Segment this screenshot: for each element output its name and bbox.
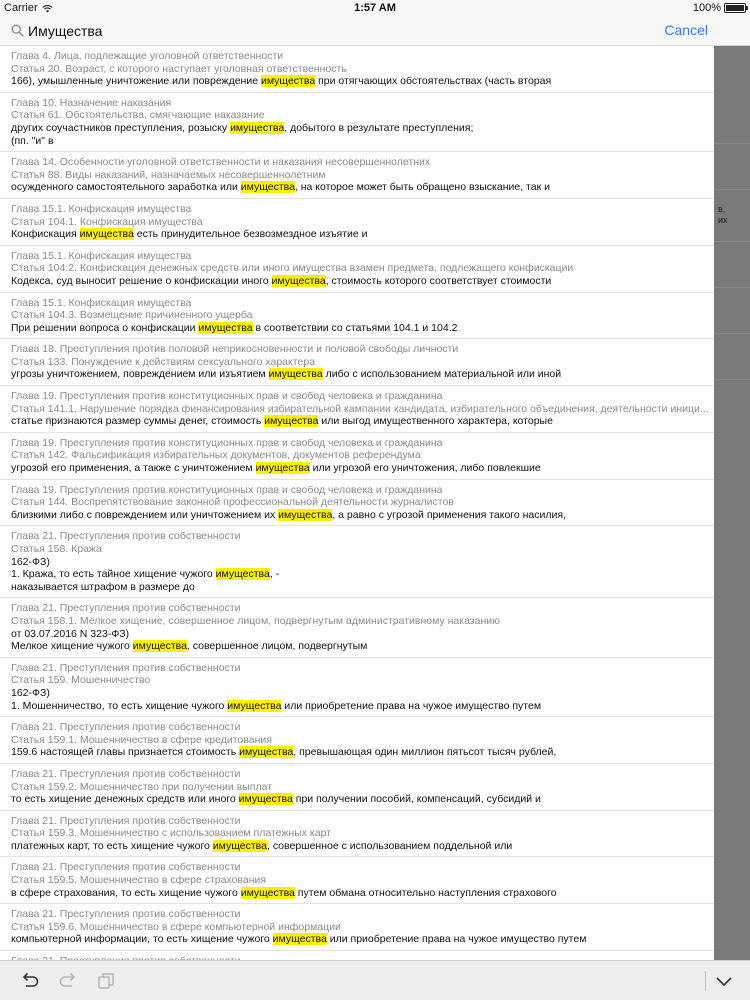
search-result-item[interactable] (0, 199, 714, 246)
snippet-text: , - (269, 568, 280, 581)
highlighted-match: имущества (240, 181, 295, 194)
snippet-text: от 03.07.2016 N 323-ФЗ) (11, 627, 130, 640)
result-snippet (11, 275, 714, 288)
bottom-toolbar (0, 960, 750, 1000)
snippet-text: 159.6 настоящей главы признается стоимость (11, 746, 240, 759)
result-snippet (11, 462, 714, 475)
highlighted-match: имущества (238, 793, 293, 806)
highlighted-match: имущества (79, 228, 134, 241)
result-snippet (11, 933, 714, 946)
status-bar (0, 0, 750, 16)
result-snippet (11, 840, 714, 853)
result-snippet (11, 556, 714, 569)
result-chapter: Глава 19. Преступления против конституционных прав и свобод человека и гражданина (11, 390, 443, 403)
result-chapter: Глава 10. Назначение наказания (11, 96, 172, 109)
snippet-text: , на которое может быть обращено взыскание, так и (294, 181, 550, 194)
search-result-item[interactable] (0, 339, 714, 386)
highlighted-match: имущества (278, 508, 333, 521)
snippet-text: Кодекса, суд выносит решение о конфискации иного (11, 274, 272, 287)
result-article: Статья 104.3. Возмещение причиненного ущерба (11, 309, 253, 322)
result-chapter: Глава 19. Преступления против конституционных прав и свобод человека и гражданина (11, 483, 443, 496)
cancel-button[interactable]: Cancel (664, 22, 708, 38)
result-chapter: Глава 21. Преступления против собственности (11, 861, 241, 874)
snippet-text: 1. Мошенничество, то есть хищение чужого (11, 699, 228, 712)
snippet-text: , совершенное с использованием поддельной или (266, 839, 513, 852)
result-snippet (11, 793, 714, 806)
snippet-text: 1. Кража, то есть тайное хищение чужого (11, 568, 216, 581)
search-result-item[interactable] (0, 904, 714, 951)
snippet-text: платежных карт, то есть хищение чужого (11, 839, 213, 852)
carrier-label: Carrier (4, 2, 38, 14)
snippet-text: (пп. "и" в (11, 134, 54, 147)
snippet-text: угрозой его применения, а также с уничтожением (11, 462, 256, 475)
snippet-text: 166), умышленные уничтожение или повреждение (11, 75, 261, 88)
search-result-item[interactable] (0, 764, 714, 811)
result-snippet (11, 322, 714, 335)
chevron-down-icon[interactable] (713, 971, 735, 991)
result-article: Статья 159.3. Мошенничество с использованием платежных карт (11, 827, 331, 840)
search-result-item[interactable] (0, 293, 714, 340)
snippet-text: 162-ФЗ) (11, 555, 50, 568)
snippet-text: , совершенное лицом, подвергнутым (186, 640, 368, 653)
result-chapter: Глава 4. Лица, подлежащие уголовной ответственности (11, 50, 284, 62)
search-result-item[interactable] (0, 811, 714, 858)
result-chapter: Глава 21. Преступления против собственности (11, 908, 241, 921)
search-result-item[interactable] (0, 526, 714, 598)
snippet-text: в сфере страхования, то есть хищение чужого (11, 886, 241, 899)
snippet-text: близкими либо с повреждением или уничтожением их (11, 508, 279, 521)
highlighted-match: имущества (215, 568, 270, 581)
result-article: Статья 141.1. Нарушение порядка финансирования избирательной кампании кандидата, избирательного объединения, деятельности иници... (11, 402, 709, 415)
result-snippet (11, 581, 714, 594)
dimmed-background (714, 46, 750, 960)
result-chapter: Глава 21. Преступления против собственности (11, 661, 241, 674)
snippet-text: путем обмана относительно наступления страхового (294, 886, 557, 899)
battery-info (693, 2, 746, 14)
dimmed-row (714, 242, 750, 288)
result-snippet (11, 746, 714, 759)
search-result-item[interactable] (0, 857, 714, 904)
snippet-text: то есть хищение денежных средств или иного (11, 793, 239, 806)
result-chapter: Глава 15.1. Конфискация имущества (11, 249, 192, 262)
highlighted-match: имущества (230, 121, 285, 134)
snippet-text: осужденного самостоятельного заработка или (11, 181, 241, 194)
dimmed-row (714, 144, 750, 190)
search-result-item[interactable] (0, 152, 714, 199)
result-snippet (11, 509, 714, 522)
result-snippet (11, 135, 714, 148)
snippet-text: Конфискация (11, 228, 80, 241)
snippet-text: в соответствии со статьями 104.1 и 104.2 (252, 321, 458, 334)
highlighted-match: имущества (260, 75, 316, 88)
highlighted-match: имущества (255, 462, 310, 475)
result-chapter: Глава 19. Преступления против конституционных прав и свобод человека и гражданина (11, 436, 443, 449)
result-snippet (11, 181, 714, 194)
snippet-text: есть принудительное безвозмездное изъятие и (133, 228, 368, 241)
result-chapter: Глава 15.1. Конфискация имущества (11, 202, 192, 215)
snippet-text: , а равно с угрозой применения такого насилия, (332, 508, 566, 521)
search-input[interactable] (28, 20, 648, 42)
snippet-text: статье признаются размер суммы денег, стоимость (11, 415, 265, 428)
highlighted-match: имущества (132, 640, 187, 653)
dimmed-fragment: в, (718, 204, 726, 214)
snippet-text: 162-ФЗ) (11, 686, 50, 699)
search-icon (11, 24, 24, 37)
search-result-item[interactable] (0, 46, 714, 93)
highlighted-match: имущества (227, 699, 282, 712)
result-article: Статья 159.6. Мошенничество в сфере компьютерной информации (11, 920, 341, 933)
result-chapter: Глава 21. Преступления против собственности (11, 721, 241, 734)
result-snippet (11, 228, 714, 241)
snippet-text: при отягчающих обстоятельствах (часть вторая (315, 75, 552, 88)
result-snippet (11, 640, 714, 653)
search-result-item[interactable] (0, 717, 714, 764)
highlighted-match: имущества (271, 274, 326, 287)
result-chapter: Глава 18. Преступления против половой неприкосновенности и половой свободы личности (11, 343, 459, 356)
highlighted-match: имущества (268, 368, 323, 381)
battery-percent: 100% (692, 2, 721, 14)
search-result-item[interactable] (0, 433, 714, 480)
result-article: Статья 159.5. Мошенничество в сфере страхования (11, 874, 267, 887)
snippet-text: наказывается штрафом в размере до (11, 580, 195, 593)
result-article: Статья 142. Фальсификация избирательных документов, документов референдума (11, 449, 421, 462)
result-chapter: Глава 21. Преступления против собственности (11, 767, 241, 780)
snippet-text: , превышающая один миллион пятьсот тысяч рублей, (293, 746, 557, 759)
search-result-item[interactable] (0, 598, 714, 657)
snippet-text: , стоимость которого соответствует стоимости (325, 274, 552, 287)
result-snippet (11, 368, 714, 381)
dimmed-row (714, 334, 750, 380)
highlighted-match: имущества (198, 321, 253, 334)
result-chapter: Глава 21. Преступления против собственности (11, 530, 241, 543)
redo-icon[interactable] (57, 971, 79, 991)
snippet-text: При решении вопроса о конфискации (11, 321, 199, 334)
result-article: Статья 104.2. Конфискация денежных средств или иного имущества взамен предмета, подлежащего конфискации (11, 262, 574, 275)
highlighted-match: имущества (240, 886, 295, 899)
snippet-text: угрозы уничтожением, повреждением или изъятием (11, 368, 269, 381)
result-snippet (11, 887, 714, 900)
result-chapter: Глава 21. Преступления против собственности (11, 602, 241, 615)
result-article: Статья 88. Виды наказаний, назначаемых несовершеннолетним (11, 168, 326, 181)
highlighted-match: имущества (239, 746, 294, 759)
search-results-list[interactable] (0, 46, 714, 960)
highlighted-match: имущества (272, 933, 327, 946)
result-chapter: Глава 14. Особенности уголовной ответственности и наказания несовершеннолетних (11, 156, 431, 169)
result-article: Статья 158. Кража (11, 543, 102, 555)
dimmed-row (714, 288, 750, 334)
search-result-item[interactable] (0, 480, 714, 527)
snippet-text: при получении пособий, компенсаций, субсидий и (292, 793, 541, 806)
toolbar-separator (705, 971, 706, 991)
result-article: Статья 158.1. Мелкое хищение, совершенное лицом, подвергнутым административному наказанию (11, 614, 500, 627)
snippet-text: Мелкое хищение чужого (11, 640, 133, 653)
result-article: Статья 20. Возраст, с которого наступает уголовная ответственность (11, 62, 347, 75)
result-article: Статья 159.2. Мошенничество при получении выплат (11, 780, 272, 793)
result-snippet (11, 75, 714, 88)
dimmed-row (714, 46, 750, 144)
result-article: Статья 159.1. Мошенничество в сфере кредитования (11, 733, 272, 746)
snippet-text: или угрозой его уничтожения, либо повлекшие (309, 462, 541, 475)
result-chapter: Глава 15.1. Конфискация имущества (11, 296, 192, 309)
result-snippet (11, 415, 714, 428)
dimmed-row (714, 190, 750, 242)
search-result-item[interactable] (0, 93, 714, 152)
search-result-item[interactable] (0, 246, 714, 293)
snippet-text: других соучастников преступления, розыску (11, 121, 231, 134)
snippet-text: или приобретение права на чужое имущество путем (281, 699, 542, 712)
result-article: Статья 133. Понуждение к действиям сексуального характера (11, 355, 315, 368)
highlighted-match: имущества (212, 839, 267, 852)
result-article: Статья 144. Воспрепятствование законной профессиональной деятельности журналистов (11, 496, 454, 509)
result-snippet (11, 687, 714, 700)
search-result-item[interactable] (0, 386, 714, 433)
snippet-text: либо с использованием материальной или иной (322, 368, 562, 381)
result-chapter: Глава 21. Преступления против собственности (11, 814, 241, 827)
status-time: 1:57 AM (354, 2, 396, 14)
snippet-text: компьютерной информации, то есть хищение чужого (11, 933, 273, 946)
search-bar (0, 16, 750, 46)
snippet-text: или приобретение права на чужое имущество путем (326, 933, 587, 946)
result-snippet (11, 628, 714, 641)
result-article: Статья 159. Мошенничество (11, 674, 151, 687)
snippet-text: , добытого в результате преступления; (284, 121, 474, 134)
dimmed-fragment: их (718, 215, 728, 225)
search-result-item[interactable] (0, 658, 714, 717)
result-snippet (11, 568, 714, 581)
result-article: Статья 61. Обстоятельства, смягчающие наказание (11, 109, 265, 122)
result-snippet (11, 122, 714, 135)
result-article: Статья 104.1. Конфискация имущества (11, 215, 203, 228)
result-snippet (11, 700, 714, 713)
copy-icon[interactable] (95, 971, 117, 991)
battery-icon (724, 3, 746, 13)
snippet-text: или выгод имущественного характера, которые (318, 415, 553, 428)
undo-icon[interactable] (19, 971, 41, 991)
highlighted-match: имущества (264, 415, 319, 428)
